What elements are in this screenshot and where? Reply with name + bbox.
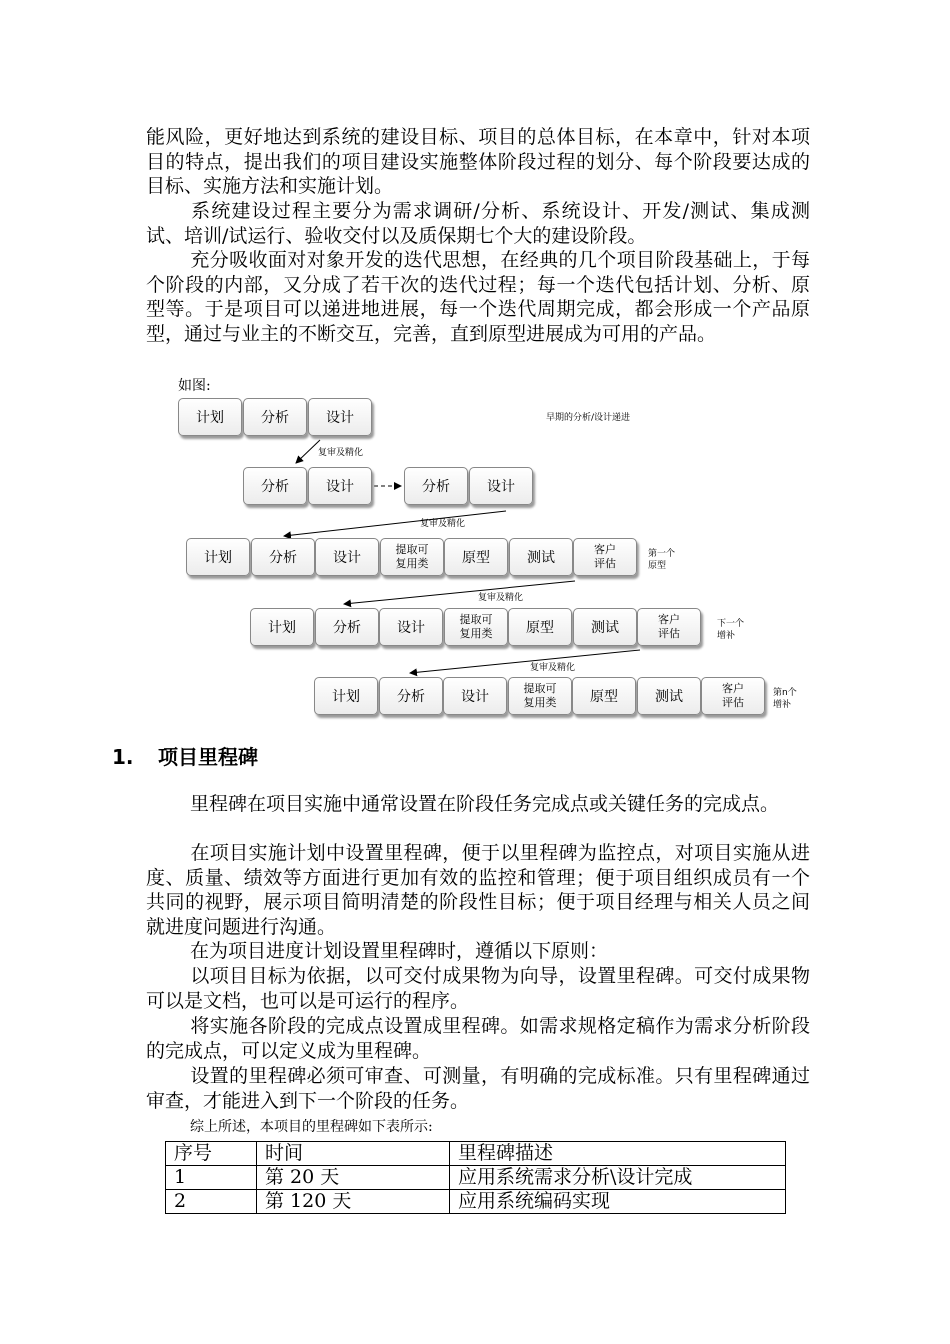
- stage-box-analysis: 分析: [251, 538, 315, 576]
- stage-box-customer-eval: 客户 评估: [573, 538, 637, 576]
- table-row: [166, 1190, 786, 1214]
- note-first-prototype: 第一个 原型: [648, 549, 676, 571]
- note-nth-increment: 第n个 增补: [773, 688, 797, 710]
- stage-box-plan: 计划: [250, 608, 314, 646]
- table-header-cell: 序号: [166, 1142, 257, 1166]
- stage-box-design: 设计: [308, 398, 372, 436]
- review-arrow-2: [284, 511, 506, 536]
- section-number: 1.: [112, 745, 134, 769]
- stage-box-design: 设计: [315, 538, 379, 576]
- table-cell: 应用系统编码实现: [450, 1190, 786, 1214]
- figure-caption: 如图:: [178, 378, 211, 394]
- milestone-table: [165, 1141, 786, 1214]
- stage-box-design: 设计: [469, 467, 533, 505]
- stage-box-test: 测试: [637, 677, 701, 715]
- table-row: [166, 1166, 786, 1190]
- review-arrow-1: [296, 440, 320, 463]
- stage-box-plan: 计划: [178, 398, 242, 436]
- paragraph-principle-1: 以项目目标为依据，以可交付成果物为向导，设置里程碑。可交付成果物可以是文档，也可以是可运行的程序。: [146, 965, 810, 1012]
- review-label: 复审及精化: [420, 519, 466, 529]
- stage-box-analysis: 分析: [315, 608, 379, 646]
- table-header-cell: 里程碑描述: [450, 1142, 786, 1166]
- stage-box-prototype: 原型: [572, 677, 636, 715]
- section-title: 项目里程碑: [158, 745, 258, 769]
- stage-box-reuse: 提取可 复用类: [380, 538, 444, 576]
- paragraph-principles: 在为项目进度计划设置里程碑时，遵循以下原则：: [190, 940, 609, 962]
- stage-box-prototype: 原型: [508, 608, 572, 646]
- stage-box-test: 测试: [509, 538, 573, 576]
- stage-box-plan: 计划: [314, 677, 378, 715]
- paragraph-phases: 系统建设过程主要分为需求调研/分析、系统设计、开发/测试、集成测试、培训/试运行、验收交付以及质保期七个大的建设阶段。: [146, 200, 810, 247]
- paragraph-risk: 能风险，更好地达到系统的建设目标、项目的总体目标，在本章中，针对本项目的特点，提出我们的项目建设实施整体阶段过程的划分、每个阶段要达成的目标、实施方法和实施计划。: [146, 126, 810, 197]
- stage-box-design: 设计: [379, 608, 443, 646]
- stage-box-analysis: 分析: [243, 467, 307, 505]
- paragraph-milestone-purpose: 在项目实施计划中设置里程碑，便于以里程碑为监控点，对项目实施从进度、质量、绩效等方面进行更加有效的监控和管理；便于项目组织成员有一个共同的视野，展示项目简明清楚的阶段性目标；便于项目经理与相关人员之间就进度问题进行沟通。: [146, 842, 810, 938]
- review-arrow-3: [344, 581, 575, 604]
- table-cell: 第 120 天: [257, 1190, 450, 1214]
- stage-box-design: 设计: [308, 467, 372, 505]
- paragraph-principle-2: 将实施各阶段的完成点设置成里程碑。如需求规格定稿作为需求分析阶段的完成点，可以定义成为里程碑。: [146, 1015, 810, 1062]
- table-cell: 1: [166, 1166, 257, 1190]
- stage-box-design: 设计: [443, 677, 507, 715]
- stage-box-analysis: 分析: [243, 398, 307, 436]
- note-early-analysis: 早期的分析/设计递进: [546, 413, 631, 423]
- table-header-cell: 时间: [257, 1142, 450, 1166]
- table-header-row: [166, 1142, 786, 1166]
- table-cell: 第 20 天: [257, 1166, 450, 1190]
- paragraph-principle-3: 设置的里程碑必须可审查、可测量，有明确的完成标准。只有里程碑通过审查，才能进入到下一个阶段的任务。: [146, 1065, 810, 1112]
- table-cell: 应用系统需求分析\设计完成: [450, 1166, 786, 1190]
- stage-box-customer-eval: 客户 评估: [637, 608, 701, 646]
- stage-box-reuse: 提取可 复用类: [508, 677, 572, 715]
- stage-box-customer-eval: 客户 评估: [701, 677, 765, 715]
- table-intro: 综上所述，本项目的里程碑如下表所示:: [190, 1119, 433, 1135]
- paragraph-iteration: 充分吸收面对对象开发的迭代思想，在经典的几个项目阶段基础上，于每个阶段的内部，又分成了若干次的迭代过程；每一个迭代包括计划、分析、原型等。于是项目可以递进地进展，每一个迭代周期完成，都会形成一个产品原型，通过与业主的不断交互，完善，直到原型进展成为可用的产品。: [146, 249, 810, 345]
- stage-box-test: 测试: [573, 608, 637, 646]
- stage-box-plan: 计划: [186, 538, 250, 576]
- section-heading: [112, 741, 258, 770]
- stage-box-reuse: 提取可 复用类: [444, 608, 508, 646]
- review-label: 复审及精化: [318, 448, 364, 458]
- review-label: 复审及精化: [478, 593, 524, 603]
- paragraph-milestone-def: 里程碑在项目实施中通常设置在阶段任务完成点或关键任务的完成点。: [190, 793, 780, 815]
- stage-box-analysis: 分析: [379, 677, 443, 715]
- stage-box-prototype: 原型: [444, 538, 508, 576]
- review-label: 复审及精化: [530, 663, 576, 673]
- note-next-increment: 下一个 增补: [717, 619, 745, 641]
- table-cell: 2: [166, 1190, 257, 1214]
- stage-box-analysis: 分析: [404, 467, 468, 505]
- review-arrow-4: [410, 650, 640, 673]
